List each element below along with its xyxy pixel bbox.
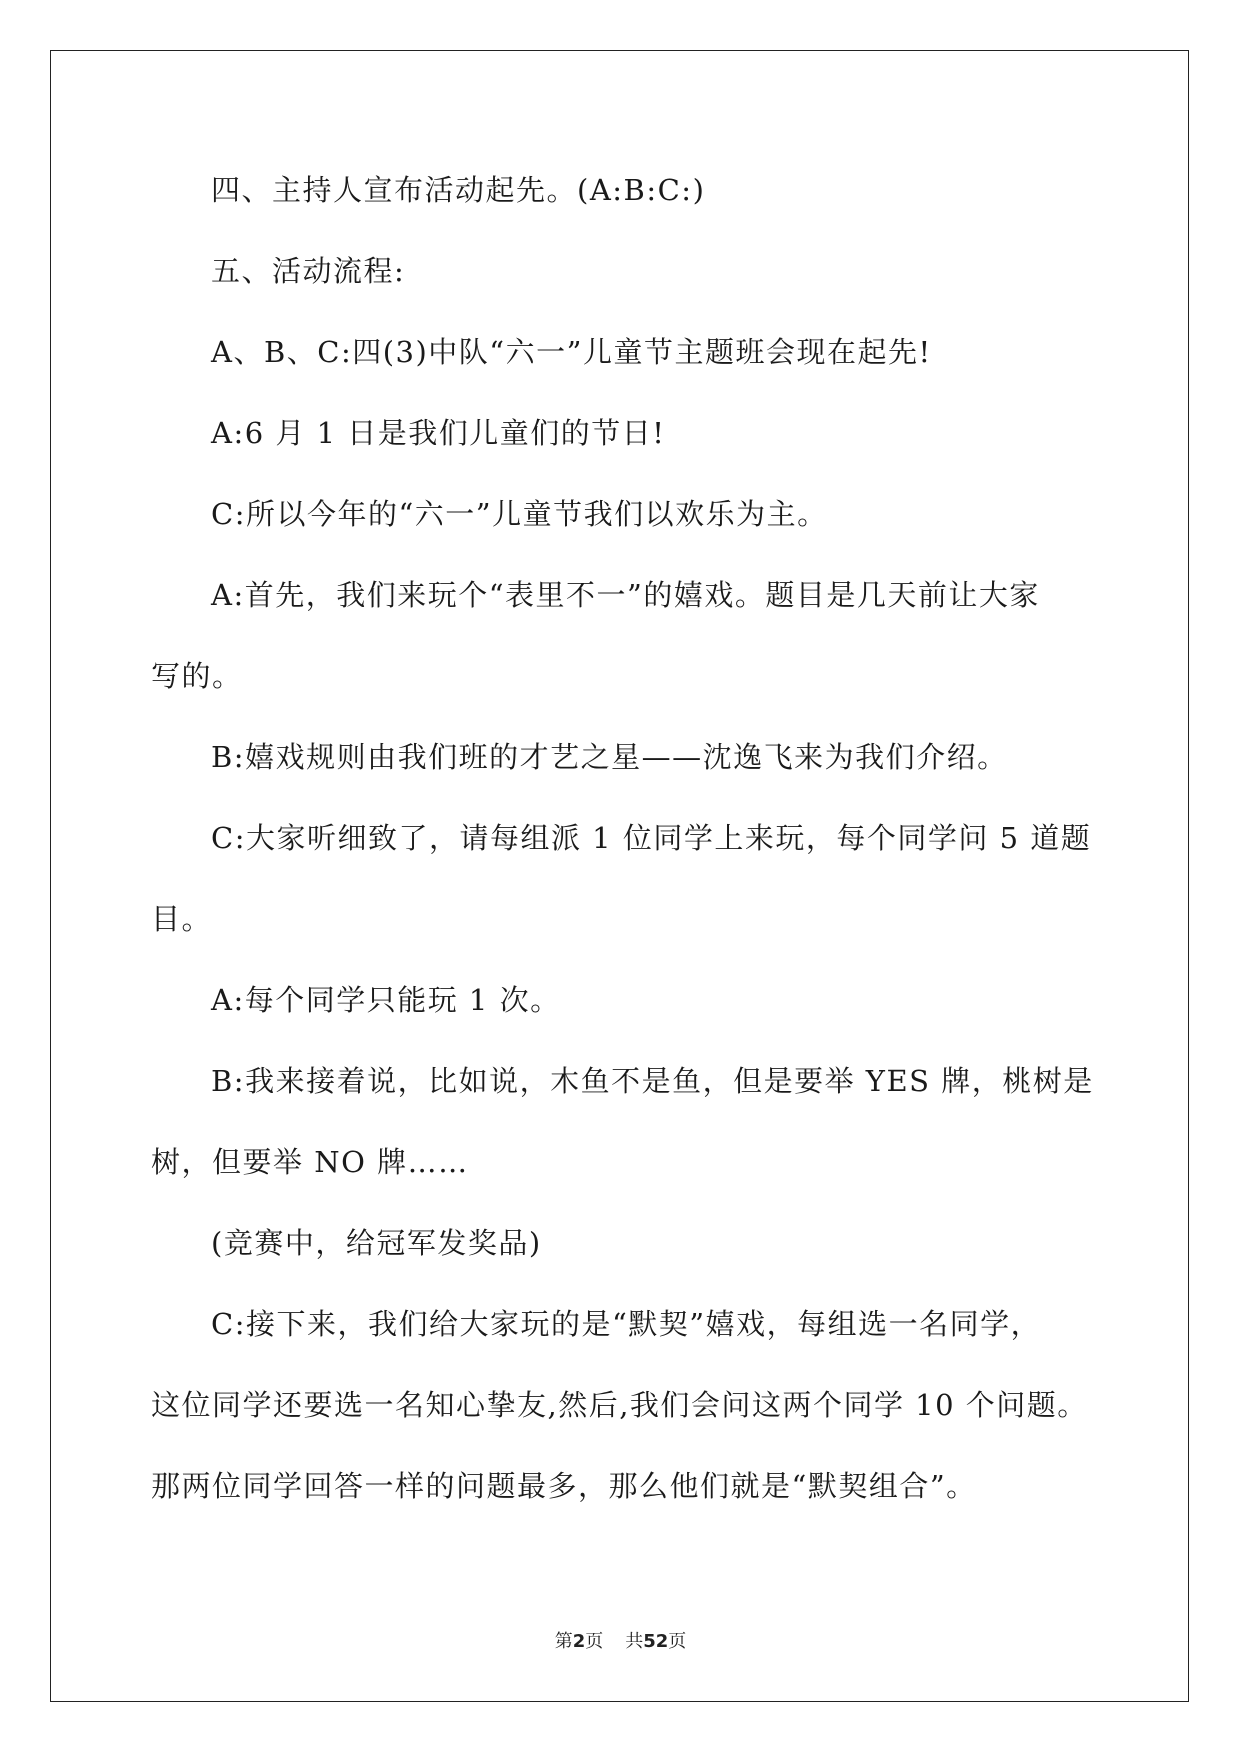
paragraph: A:首先，我们来玩个“表里不一”的嬉戏。题目是几天前让大家 [211, 578, 1040, 612]
paragraph: B:嬉戏规则由我们班的才艺之星——沈逸飞来为我们介绍。 [211, 740, 1008, 774]
paragraph: C:所以今年的“六一”儿童节我们以欢乐为主。 [211, 497, 828, 531]
page-footer [0, 1627, 1241, 1653]
paragraph-continuation: 目。 [151, 902, 213, 936]
paragraph: A:6 月 1 日是我们儿童们的节日! [211, 416, 666, 450]
total-suffix: 页 [668, 1631, 687, 1652]
paragraph: (竞赛中，给冠军发奖品) [211, 1226, 542, 1260]
document-body [151, 150, 1096, 1527]
paragraph: B:我来接着说，比如说，木鱼不是鱼，但是要举 YES 牌，桃树是 [211, 1064, 1094, 1098]
page-current: 2 [572, 1631, 586, 1652]
paragraph: 四、主持人宣布活动起先。(A:B:C:) [211, 173, 706, 207]
paragraph-continuation: 那两位同学回答一样的问题最多，那么他们就是“默契组合”。 [151, 1469, 977, 1503]
paragraph: A:每个同学只能玩 1 次。 [211, 983, 561, 1017]
paragraph-continuation: 树，但要举 NO 牌…… [151, 1145, 469, 1179]
page-total: 52 [643, 1631, 669, 1652]
paragraph: C:接下来，我们给大家玩的是“默契”嬉戏，每组选一名同学， [211, 1307, 1042, 1341]
page-prefix: 第 [554, 1631, 573, 1652]
paragraph: C:大家听细致了，请每组派 1 位同学上来玩，每个同学问 5 道题 [211, 821, 1092, 855]
paragraph: 五、活动流程: [211, 254, 406, 288]
paragraph-continuation: 写的。 [151, 659, 243, 693]
paragraph: A、B、C:四(3)中队“六一”儿童节主题班会现在起先! [211, 335, 932, 369]
paragraph-continuation: 这位同学还要选一名知心挚友,然后,我们会问这两个同学 10 个问题。 [151, 1388, 1088, 1422]
total-prefix: 共 [625, 1631, 644, 1652]
page-suffix: 页 [585, 1631, 604, 1652]
